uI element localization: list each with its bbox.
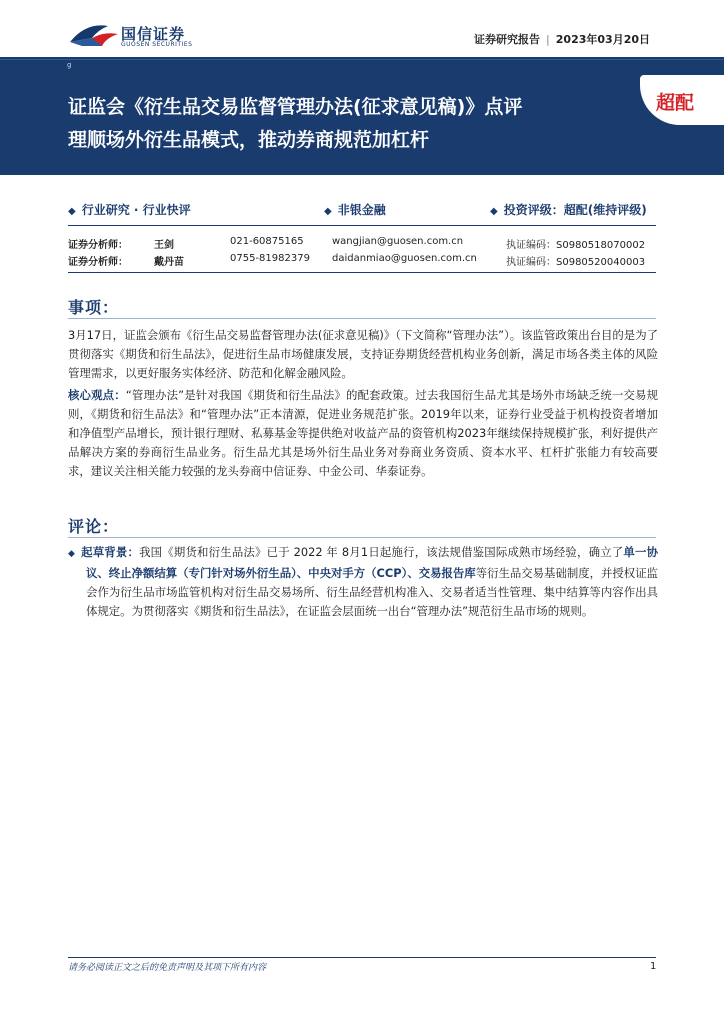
header-meta bbox=[474, 31, 650, 47]
analyst-name: 王剑 bbox=[154, 240, 174, 251]
event-paragraph: 3月17日，证监会颁布《衍生品交易监督管理办法(征求意见稿)》（下文简称“管理办法”）。该监管政策出台目的是为了贯彻落实《期货和衍生品法》，促进衍生品市场健康发展，支持证券期货经营机构业务创新，满足市场各类主体的风险管理需求，以更好服务实体经济、防范和化解金融风险。 bbox=[68, 328, 658, 380]
bullet-drafting-background bbox=[68, 543, 658, 621]
bullet-lead: 起草背景： bbox=[81, 545, 140, 559]
investment-rating bbox=[490, 201, 647, 218]
core-view-lead: 核心观点： bbox=[68, 388, 126, 402]
banner-mark: g bbox=[67, 61, 72, 69]
analyst-email[interactable]: wangjian@guosen.com.cn bbox=[332, 236, 464, 247]
analyst-divider bbox=[68, 272, 656, 273]
page-number: 1 bbox=[650, 961, 657, 972]
analyst-email[interactable]: daidanmiao@guosen.com.cn bbox=[332, 253, 477, 264]
analyst-cert: 执证编码：S0980520040003 bbox=[506, 257, 646, 268]
bullet-diamond-icon: ◆ bbox=[68, 549, 76, 559]
event-heading-rule bbox=[68, 318, 656, 319]
bullet-text-1: 我国《期货和衍生品法》已于 2022 年 8月1日起施行，该法规借鉴国际成熟市场经验，确立了 bbox=[139, 545, 624, 559]
analyst-name: 戴丹苗 bbox=[154, 257, 184, 268]
rating-tag: 超配 bbox=[656, 92, 695, 114]
category-label: 行业研究 · 行业快评 bbox=[81, 203, 191, 217]
bullet-highlight: 单一协议、终止净额结算（专门针对场外衍生品）、中央对手方（CCP）、交易报告库 bbox=[86, 545, 658, 580]
comment-heading: 评论： bbox=[68, 517, 120, 536]
footer-rule bbox=[68, 957, 656, 958]
report-date: 2023年03月20日 bbox=[555, 33, 650, 46]
diamond-icon: ◆ bbox=[324, 206, 332, 217]
event-heading: 事项： bbox=[68, 298, 120, 317]
diamond-icon: ◆ bbox=[490, 206, 498, 217]
report-type: 证券研究报告 bbox=[474, 33, 541, 46]
header-separator: | bbox=[546, 33, 550, 46]
industry-label: 非银金融 bbox=[337, 203, 386, 217]
report-industry bbox=[324, 201, 386, 218]
report-title-line1: 证监会《衍生品交易监督管理办法(征求意见稿)》点评 bbox=[68, 96, 523, 118]
analyst-phone: 021-60875165 bbox=[230, 236, 304, 247]
banner-stripe bbox=[0, 59, 724, 60]
analyst-label: 证券分析师： bbox=[68, 257, 128, 268]
analyst-phone: 0755-81982379 bbox=[230, 253, 310, 264]
core-view-paragraph bbox=[68, 386, 658, 481]
info-divider bbox=[68, 225, 656, 226]
report-title-line2: 理顺场外衍生品模式，推动券商规范加杠杆 bbox=[68, 129, 430, 151]
report-category bbox=[68, 201, 191, 218]
footer-disclaimer: 请务必阅读正文之后的免责声明及其项下所有内容 bbox=[68, 963, 267, 973]
rating-label: 投资评级：超配(维持评级) bbox=[503, 203, 647, 217]
comment-heading-rule bbox=[68, 537, 656, 538]
bullet-text-2: 等衍生品交易基础制度，并授权证监会作为衍生品市场监管机构对衍生品交易场所、衍生品经营机构准入、交易者适当性管理、集中结算等内容作出具体规定。为贯彻落实《期货和衍生品法》，在证监会层面统一出台“管理办法”规范衍生品市场的规则。 bbox=[86, 566, 658, 618]
core-view-body: “管理办法”是针对我国《期货和衍生品法》的配套政策。过去我国衍生品尤其是场外市场缺乏统一交易规则，《期货和衍生品法》和“管理办法”正本清源，促进业务规范扩张。2019年以来，证券行业受益于机构投资者增加和净值型产品增长，预计银行理财、私募基金等提供绝对收益产品的资管机构2023年继续保持规模扩张，利好提供产品解决方案的券商衍生品业务。衍生品尤其是场外衍生品业务对券商业务资质、资本水平、杠杆扩张能力有较高要求，建议关注相关能力较强的龙头券商中信证券、中金公司、华泰证券。 bbox=[68, 388, 658, 478]
logo-cn-text: 国信证券 bbox=[121, 25, 186, 43]
analyst-label: 证券分析师： bbox=[68, 240, 128, 251]
logo-en-text: GUOSEN SECURITIES bbox=[121, 41, 193, 48]
diamond-icon: ◆ bbox=[68, 206, 76, 217]
analyst-cert: 执证编码：S0980518070002 bbox=[506, 240, 646, 251]
